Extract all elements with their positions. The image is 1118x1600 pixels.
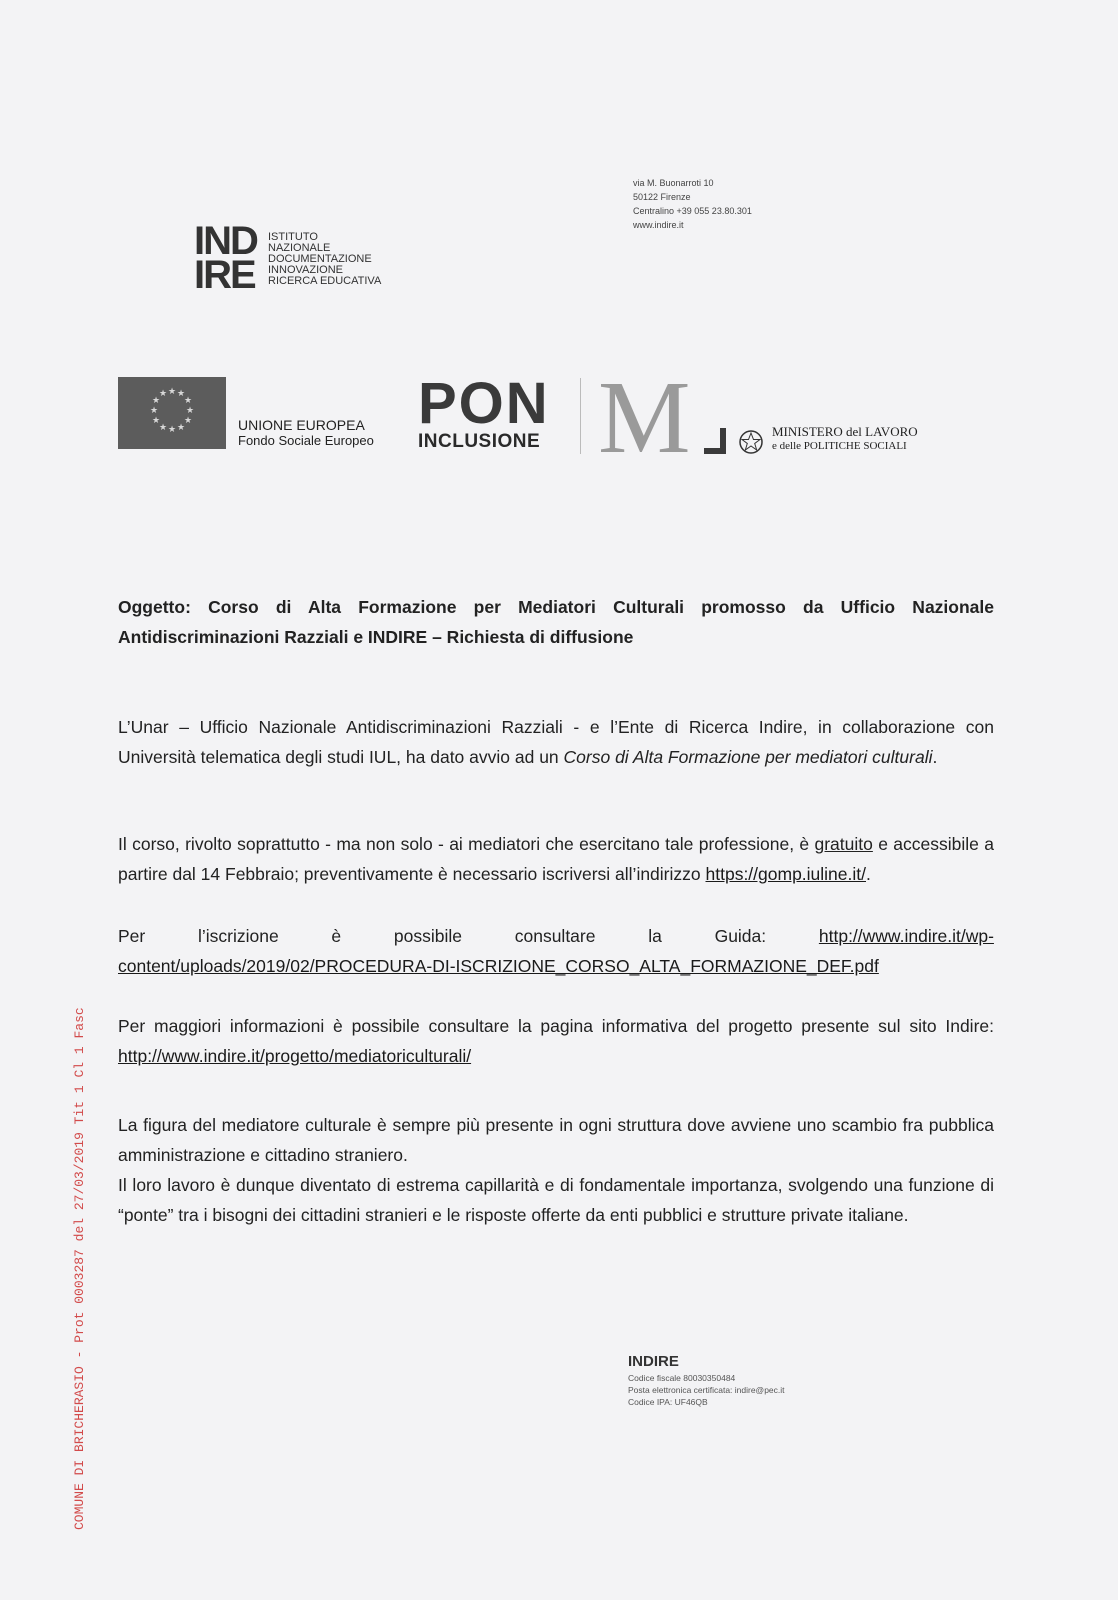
ministry-logo-mark-icon [700, 426, 730, 456]
svg-text:★: ★ [176, 423, 186, 433]
guide-link-part1[interactable]: http://www.indire.it/wp- [818, 926, 994, 946]
pon-logo-text: PON [418, 371, 550, 436]
svg-text:★: ★ [158, 389, 168, 399]
footer-pec: Posta elettronica certificata: indire@pec.it [628, 1385, 785, 1395]
logo-divider [580, 378, 581, 454]
indire-footer [628, 1353, 785, 1408]
ministry-label [772, 424, 918, 454]
address-city: 50122 Firenze [633, 192, 691, 202]
svg-text:★: ★ [151, 396, 161, 406]
pon-inclusione-logo [418, 371, 568, 453]
eu-label-title: UNIONE EUROPEA [238, 417, 365, 433]
footer-ipa: Codice IPA: UF46QB [628, 1397, 708, 1407]
paragraph-intro: L’Unar – Ufficio Nazionale Antidiscriminazioni Razziali - e l’Ente di Ricerca Indire, in collaborazione con Università telematica degli studi IUL, ha dato avvio ad un Corso di Alta Formazione per mediatori culturali. [118, 717, 994, 767]
indire-address-block [633, 176, 752, 232]
letter-subject: Oggetto: Corso di Alta Formazione per Mediatori Culturali promosso da Ufficio Nazionale Antidiscriminazioni Razziali e INDIRE – Richiesta di diffusione [118, 597, 994, 647]
guide-line: Per l’iscrizione è possibile consultare la Guida: http://www.indire.it/wp- [118, 921, 994, 951]
svg-text:★: ★ [151, 416, 161, 426]
eu-label [238, 418, 374, 448]
ministry-label-line1: MINISTERO del LAVORO [772, 424, 918, 439]
paragraph-guide [118, 921, 994, 981]
italian-emblem-icon [737, 428, 765, 456]
svg-text:★: ★ [185, 406, 195, 416]
project-page-link[interactable]: http://www.indire.it/progetto/mediatoriculturali/ [118, 1046, 472, 1066]
protocol-stamp: COMUNE DI BRICHERASIO - Prot 0003287 del 27/03/2019 Tit 1 Cl 1 Fasc [72, 1007, 87, 1530]
address-website: www.indire.it [633, 220, 684, 230]
svg-text:★: ★ [149, 406, 159, 416]
svg-text:★: ★ [183, 416, 193, 426]
eu-flag-icon [118, 377, 226, 449]
ministry-logo-initial: M [598, 360, 685, 475]
footer-tax-code: Codice fiscale 80030350484 [628, 1373, 736, 1383]
paragraph-mediator-role: La figura del mediatore culturale è sempre più presente in ogni struttura dove avviene uno scambio fra pubblica amministrazione e cittadino straniero. Il loro lavoro è dunque diventato di estrema capillarità e di fondamentale importanza, svolgendo una funzione di “ponte” tra i bisogni dei cittadini stranieri e le risposte offerte da enti pubblici e strutture private italiane. [118, 1115, 994, 1225]
svg-text:★: ★ [176, 389, 186, 399]
ministry-label-line2: e delle POLITICHE SOCIALI [772, 440, 907, 452]
indire-logo [194, 219, 382, 297]
indire-logo-mark: IND IRE [194, 219, 257, 297]
guide-link-part2[interactable]: content/uploads/2019/02/PROCEDURA-DI-ISCRIZIONE_CORSO_ALTA_FORMAZIONE_DEF.pdf [118, 956, 879, 976]
registration-link[interactable]: https://gomp.iuline.it/ [705, 864, 866, 884]
svg-text:★: ★ [167, 425, 177, 435]
eu-label-subtitle: Fondo Sociale Europeo [238, 433, 374, 448]
svg-text:★: ★ [183, 396, 193, 406]
free-course-label: gratuito [814, 834, 873, 854]
paragraph-registration: Il corso, rivolto soprattutto - ma non solo - ai mediatori che esercitano tale professione, è gratuito e accessibile a partire dal 14 Febbraio; preventivamente è necessario iscriversi all’indirizzo https://gomp.iuline.it/. [118, 834, 994, 884]
paragraph-more-info: Per maggiori informazioni è possibile consultare la pagina informativa del progetto presente sul sito Indire: http://www.indire.it/progetto/mediatoriculturali/ [118, 1016, 994, 1066]
footer-name: INDIRE [628, 1353, 679, 1370]
address-street: via M. Buonarroti 10 [633, 178, 714, 188]
indire-logo-words: ISTITUTO NAZIONALE DOCUMENTAZIONE INNOVAZIONE RICERCA EDUCATIVA [268, 231, 382, 287]
address-phone: Centralino +39 055 23.80.301 [633, 206, 752, 216]
svg-text:★: ★ [167, 387, 177, 397]
pon-logo-subtitle: INCLUSIONE [418, 431, 541, 452]
svg-text:★: ★ [158, 423, 168, 433]
course-name: Corso di Alta Formazione per mediatori culturali [563, 747, 933, 767]
